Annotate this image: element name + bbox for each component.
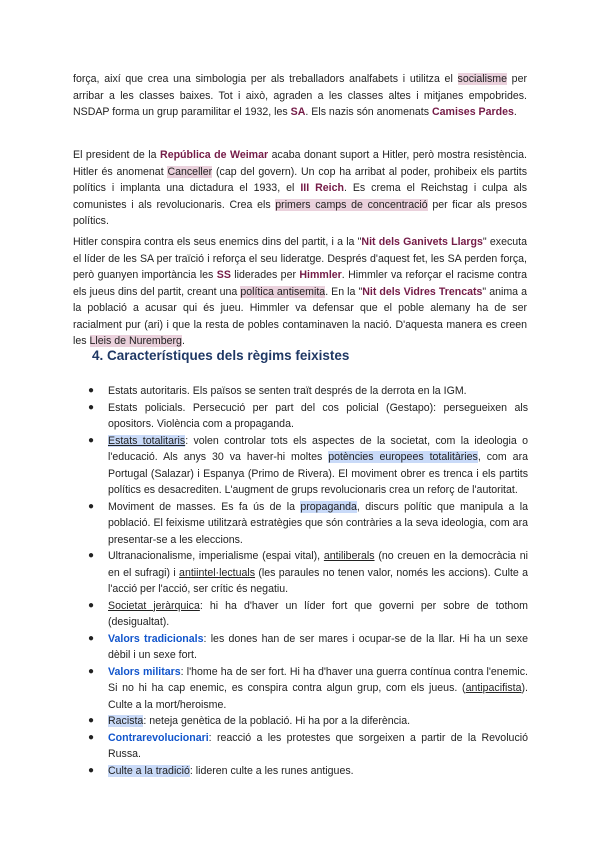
highlight-estats-totalitaris: Estats totalitaris — [108, 434, 186, 447]
characteristics-list — [88, 383, 528, 779]
text: (les paraules no tenen valor, només les accions). Culte a l'acció per l'acció, ser crític és negatiu. — [108, 566, 529, 595]
bullet-icon: ● — [88, 665, 95, 677]
list-item — [88, 664, 528, 714]
highlight-camps-concentracio: primers camps de concentració — [275, 198, 428, 211]
text: : les dones han de ser mares i ocupar-se de la llar. Hi ha un sexe dèbil i un sexe fort. — [108, 632, 528, 661]
text: : volen controlar tots els aspectes de la societat, com la ideologia o l'educació. Als anys 30 va haver-hi moltes — [108, 434, 528, 463]
bullet-icon: ● — [88, 550, 95, 561]
keyword-contrarevolucionari: Contrarevolucionari — [108, 731, 209, 744]
keyword-valors-tradicionals: Valors tradicionals — [108, 632, 204, 645]
text: (cap del govern). Un cop ha arribat al poder, prohibeix els partits polítics i implanta una dictadura el 1933, el — [73, 165, 527, 194]
bullet-icon: ● — [88, 715, 95, 726]
bullet-icon: ● — [88, 385, 95, 396]
text: per ficar als presos polítics. — [73, 198, 527, 227]
keyword-antiliberals: antiliberals — [323, 550, 375, 562]
highlight-canceller: Canceller — [167, 165, 213, 178]
bullet-icon: ● — [88, 731, 95, 743]
text: (no creuen en la democràcia ni en el sufragi) i — [108, 550, 528, 579]
text: . Els nazis són anomenats — [305, 106, 432, 118]
text: Ultranacionalisme, imperialisme (espai vital), — [108, 550, 324, 562]
text: : hi ha d'haver un líder fort que governi per sobre de tothom (desigualtat). — [108, 599, 528, 628]
keyword-republica-weimar: República de Weimar — [160, 149, 269, 161]
text: ). Culte a la mort/heroisme. — [108, 682, 528, 711]
keyword-iii-reich: III Reich — [300, 182, 344, 194]
list-item — [88, 730, 528, 763]
text: Hitler conspira contra els seus enemics dins del partit, i a la " — [73, 236, 362, 248]
text: . Himmler va reforçar el racisme contra els jueus dins del partit, creant una — [73, 269, 527, 298]
list-item — [88, 383, 528, 400]
list-item — [88, 598, 528, 631]
list-item — [88, 631, 528, 664]
keyword-societat-jerarquica: Societat jeràrquica — [108, 599, 200, 612]
keyword-himmler: Himmler — [299, 269, 342, 281]
keyword-nit-vidres: Nit dels Vidres Trencats — [362, 285, 483, 298]
list-item — [88, 499, 528, 549]
keyword-sa: SA — [290, 106, 306, 118]
text: . — [181, 335, 185, 347]
text: " executa el líder de les SA per traïció i reforça el seu lideratge. Després d'aquest fet, les SA perden força, però guanyen importància les — [73, 236, 527, 281]
text: liderades per — [230, 269, 300, 281]
section-heading: 4. Característiques dels règims feixistes — [92, 348, 350, 363]
text: El president de la — [73, 149, 161, 161]
text: : lideren culte a les runes antigues. — [189, 764, 354, 777]
text: . Es crema el Reichstag i culpa als comunistes i als revolucionaris. Crea els — [73, 182, 527, 211]
text: Estats autoritaris. Els països se senten traït després de la derrota en la IGM. — [108, 385, 467, 397]
paragraph-conspiracy — [73, 234, 527, 350]
text: Moviment de masses. Es fa ús de la — [108, 500, 301, 513]
keyword-valors-militars: Valors militars — [108, 665, 181, 678]
list-item — [88, 763, 528, 780]
bullet-icon: ● — [88, 632, 95, 644]
text: : reacció a les protestes que sorgeixen a partir de la Revolució Russa. — [108, 731, 528, 760]
text: " anima a la població a acusar qui és jueu. Himmler va defensar que el poble alemany ha de ser racialment pur (ari) i que la resta de pobles contaminaven la nació. D'aquesta manera es creen les — [73, 285, 527, 347]
list-item — [88, 548, 528, 598]
text: força, així que crea una simbologia per als treballadors analfabets i utilitza el — [73, 73, 458, 85]
bullet-icon: ● — [88, 434, 95, 446]
list-item — [88, 713, 528, 730]
highlight-propaganda: propaganda — [300, 500, 357, 513]
bullet-icon: ● — [88, 764, 95, 776]
text: : l'home ha de ser fort. Hi ha d'haver una guerra contínua contra l'enemic. Si no hi ha cap enemic, es conspira contra algun grup, com els jueus. ( — [108, 665, 528, 694]
highlight-potencies-europees: potències europees totalitàries — [328, 451, 478, 463]
text: per arribar a les classes baixes. Tot i això, agraden a les classes altes i mitjanes empobrides. NSDAP forma un grup paramilitar el 1932, les — [73, 73, 527, 118]
highlight-culte-tradicio: Culte a la tradició — [108, 764, 190, 777]
text: , com ara Portugal (Salazar) i Espanya (Primo de Rivera). El moviment obrer es trenca i els partits polítics es desacrediten. L'augment de grups revolucionaris crea un reforç de l'autoritat. — [108, 451, 528, 496]
highlight-racista: Racista — [108, 715, 144, 727]
paragraph-weimar — [73, 147, 527, 230]
keyword-antiintellectuals: antiintel·lectuals — [179, 566, 256, 579]
list-item — [88, 433, 528, 499]
text: Estats policials. Persecució per part del cos policial (Gestapo): persegueixen als opositors. Violència com a propaganda. — [108, 401, 528, 430]
text: . En la " — [325, 285, 363, 298]
text: . — [513, 106, 517, 118]
highlight-lleis-nuremberg: Lleis de Nuremberg — [89, 335, 182, 347]
bullet-icon: ● — [88, 599, 95, 611]
text: , discurs polític que manipula a la població. El feixisme utilitzarà estratègies que són contràries a la seva ideologia, com ara presentar-se a les eleccions. — [108, 500, 528, 546]
highlight-politica-antisemita: política antisemita — [240, 285, 326, 298]
bullet-icon: ● — [88, 500, 95, 512]
keyword-ss: SS — [216, 269, 231, 281]
paragraph-socialism — [73, 71, 527, 121]
highlight-socialisme: socialisme — [457, 73, 507, 85]
list-item — [88, 400, 528, 433]
keyword-nit-ganivets: Nit dels Ganivets Llargs — [361, 236, 483, 248]
keyword-camises-pardes: Camises Pardes — [432, 106, 514, 118]
text: acaba donant suport a Hitler, però mostra resistència. Hitler és anomenat — [73, 149, 527, 178]
bullet-icon: ● — [88, 401, 95, 413]
text: : neteja genètica de la població. Hi ha por a la diferència. — [143, 715, 411, 727]
keyword-antipacifista: antipacifista — [465, 682, 522, 694]
